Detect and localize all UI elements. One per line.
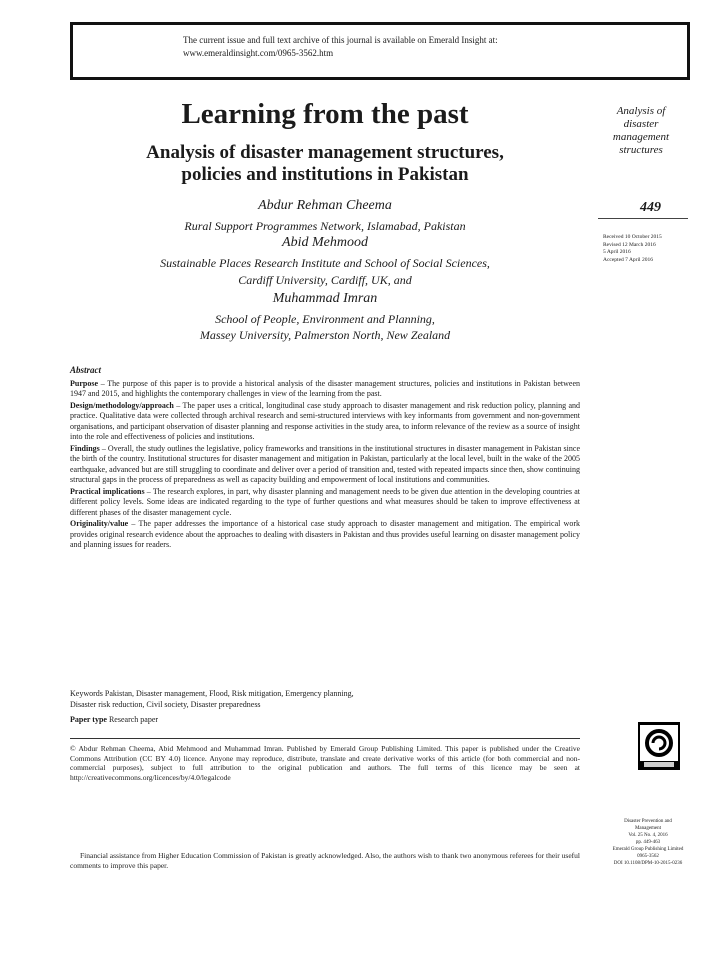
running-header-line: disaster (623, 118, 659, 130)
section-text: – The paper addresses the importance of a historical case study approach to disaster management and mitigation. The empirical work provides original research evidence about the approaches to dealing with disasters in Pakistan and thus provides useful learning on disaster management policy and planning issues for readers. (70, 519, 580, 549)
author-name: Abid Mehmood (282, 235, 368, 250)
abstract-paragraph (70, 379, 580, 400)
logo-wordmark (644, 762, 674, 767)
paper-type (70, 715, 158, 724)
article-subtitle (70, 142, 580, 186)
acknowledgement: Financial assistance from Higher Education Commission of Pakistan is greatly acknowledged. Also, the authors wish to thank two anonymous referees for their useful comments to improve this paper. (70, 851, 580, 870)
author-name: Muhammad Imran (272, 291, 378, 306)
abstract-heading: Abstract (70, 365, 102, 375)
running-header-line: Analysis of (616, 105, 666, 117)
journal-info (608, 818, 688, 867)
copyright-notice: © Abdur Rehman Cheema, Abid Mehmood and Muhammad Imran. Published by Emerald Group Publishing Limited. This paper is published under the Creative Commons Attribution (CC BY 4.0) licence. Anyone may reproduce, distribute, translate and create derivative works of this article (for both commercial and non-commercial purposes), subject to full attribution to the original publication and authors. The full terms of this licence may be seen at http://creativecommons.org/licences/by/4.0/legalcode (70, 744, 580, 782)
section-label: Purpose (70, 378, 98, 388)
received-line: Received 10 October 2015 (603, 234, 662, 240)
abstract-paragraph (70, 444, 580, 486)
journal-line: Vol. 25 No. 4, 2016 (628, 833, 668, 838)
received-line: 5 April 2016 (603, 249, 631, 255)
abstract-paragraph (70, 401, 580, 443)
received-line: Accepted 7 April 2016 (603, 256, 653, 263)
running-header-line: structures (619, 144, 663, 156)
paper-type-value: Research paper (108, 715, 159, 724)
received-line: Revised 12 March 2016 (603, 241, 656, 248)
section-text: – Overall, the study outlines the legislative, policy frameworks and transitions in the institutional structures in disaster management in Pakistan since the birth of the country. Institutional structures for disaster management and mitigation in Pakistan, particularly at the local level, built in the wake of the 2005 earthquake, advanced but are still struggling to coordinate and deliver over a period of transition and, tested with repeated impacts since then, show continuing structural gaps in the process of preparedness as well as capacity building and empowerment of local institutions and communities. (70, 443, 580, 484)
paper-type-label: Paper type (70, 715, 107, 724)
author-affiliation: Sustainable Places Research Institute and School of Social Sciences, (160, 256, 490, 270)
logo-swirl-icon (644, 728, 674, 758)
subtitle-line-1: Analysis of disaster management structures, (146, 142, 504, 163)
journal-line: Management (634, 826, 662, 831)
journal-line: 0965-3562 (637, 854, 659, 859)
section-text: – The purpose of this paper is to provide a historical analysis of the disaster management structures, policies and institutions in Pakistan between 1947 and 2015, and highlights the contemporary challenges in view of the learning from the past. (70, 378, 580, 398)
author-affiliation: Rural Support Programmes Network, Islamabad, Pakistan (184, 219, 466, 233)
keywords (70, 689, 580, 711)
abstract-paragraph (70, 519, 580, 551)
footnote-divider (70, 738, 580, 739)
section-label: Findings (70, 443, 100, 453)
section-text: – The paper uses a critical, longitudinal case study approach to disaster management and risk reduction policy, planning and practice. Qualitative data were collected through archival research and semi-structured interviews with key informants from government and non-government organisations, and participant observation of disaster planning and response activities in the study area, to inform relevance of the review as a source of insight into the role and effectiveness of policies and institutions. (70, 400, 580, 441)
keywords-line: Keywords Pakistan, Disaster management, Flood, Risk mitigation, Emergency planning, (70, 689, 354, 698)
section-text: – The research explores, in part, why disaster planning and management needs to be given due attention in the developing countries at different policy levels. Some ideas are indicated regarding to the type of further questions and what measures should be taken to improve effectiveness at different phases of the disaster management cycle. (70, 486, 580, 517)
logo-mark (640, 725, 678, 761)
notice-line-1: The current issue and full text archive of this journal is available on Emerald Insight at: (183, 35, 498, 45)
subtitle-line-2: policies and institutions in Pakistan (181, 164, 469, 185)
received-dates (603, 234, 693, 264)
side-divider (598, 218, 688, 219)
running-header (598, 105, 684, 157)
notice-line-2[interactable]: www.emeraldinsight.com/0965-3562.htm (183, 48, 334, 58)
author-affiliation: Cardiff University, Cardiff, UK, and (238, 273, 412, 287)
section-label: Originality/value (70, 519, 129, 528)
section-label: Practical implications (70, 486, 145, 496)
author-affiliation: School of People, Environment and Planning, (215, 312, 435, 326)
journal-line: pp. 449-463 (635, 840, 661, 845)
abstract-paragraph (70, 487, 580, 519)
running-header-line: management (612, 131, 670, 143)
section-label: Design/methodology/approach (70, 400, 174, 410)
article-title: Learning from the past (181, 98, 469, 130)
author-affiliation: Massey University, Palmerston North, New Zealand (199, 328, 451, 342)
availability-notice (70, 22, 690, 80)
journal-line: Disaster Prevention and (624, 819, 672, 824)
keywords-line: Disaster risk reduction, Civil society, Disaster preparedness (70, 700, 261, 709)
emerald-logo-icon (638, 722, 680, 770)
abstract-section (70, 365, 580, 552)
journal-line: Emerald Group Publishing Limited (612, 847, 684, 852)
author-name: Abdur Rehman Cheema (258, 198, 392, 213)
journal-line: DOI 10.1108/DPM-10-2015-0236 (613, 861, 683, 866)
page-number: 449 (640, 200, 661, 215)
